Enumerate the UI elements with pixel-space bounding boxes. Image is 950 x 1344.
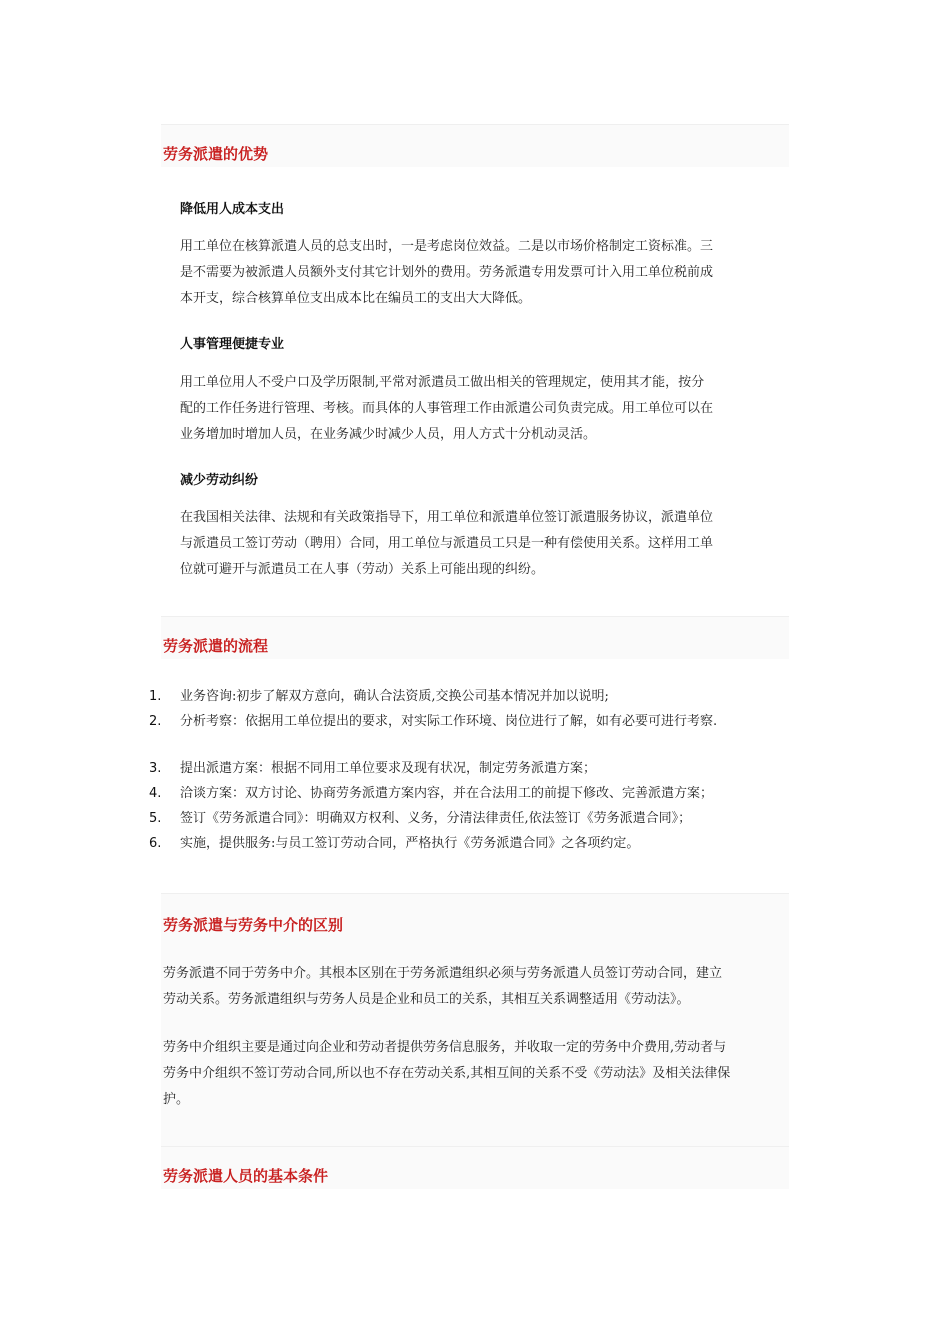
subsection-heading-disputes: 减少劳动纠纷 (180, 473, 259, 488)
section-title: 劳务派遣的优势 (163, 145, 269, 163)
text-line: 劳务中介组织不签订劳动合同,所以也不存在劳动关系,其相互间的关系不受《劳动法》及相关法律保 (163, 1066, 731, 1081)
subsection-heading-hr: 人事管理便捷专业 (180, 337, 285, 352)
text-line: 用工单位用人不受户口及学历限制,平常对派遣员工做出相关的管理规定，使用其才能，按分 (180, 375, 705, 390)
step-number: 5. (149, 811, 162, 826)
section-header-process (161, 616, 789, 659)
paragraph-disputes (180, 505, 772, 583)
text-line: 配的工作任务进行管理、考核。而具体的人事管理工作由派遣公司负责完成。用工单位可以在 (180, 401, 714, 416)
text-line: 用工单位在核算派遣人员的总支出时，一是考虑岗位效益。二是以市场价格制定工资标准。三 (180, 239, 714, 254)
step-number: 6. (149, 836, 162, 851)
list-item (149, 781, 789, 806)
list-item (149, 709, 789, 734)
step-text: 洽谈方案：双方讨论、协商劳务派遣方案内容，并在合法用工的前提下修改、完善派遣方案； (180, 786, 714, 801)
paragraph-cost (180, 234, 772, 312)
step-text: 实施，提供服务:与员工签订劳动合同，严格执行《劳务派遣合同》之各项约定。 (180, 836, 640, 851)
step-number: 1. (149, 689, 162, 704)
section-header-requirements (161, 1146, 789, 1189)
list-item (149, 831, 789, 856)
text-line: 位就可避开与派遣员工在人事（劳动）关系上可能出现的纠纷。 (180, 562, 545, 577)
paragraph-hr (180, 370, 772, 448)
section-title: 劳务派遣的流程 (163, 637, 269, 655)
step-text: 业务咨询:初步了解双方意向，确认合法资质,交换公司基本情况并加以说明; (180, 689, 609, 704)
paragraph-difference-1 (163, 961, 791, 1013)
text-line: 本开支，综合核算单位支出成本比在编员工的支出大大降低。 (180, 291, 532, 306)
step-text: 分析考察：依据用工单位提出的要求，对实际工作环境、岗位进行了解，如有必要可进行考察. (180, 714, 718, 729)
list-item (149, 684, 789, 709)
subsection-heading-cost: 降低用人成本支出 (180, 202, 285, 217)
process-steps-list (149, 684, 789, 856)
step-text: 签订《劳务派遣合同》：明确双方权利、义务，分清法律责任,依法签订《劳务派遣合同》； (180, 811, 692, 826)
text-line: 劳务派遣不同于劳务中介。其根本区别在于劳务派遣组织必须与劳务派遣人员签订劳动合同，建立 (163, 966, 723, 981)
step-number: 2. (149, 714, 162, 729)
text-line: 劳务中介组织主要是通过向企业和劳动者提供劳务信息服务，并收取一定的劳务中介费用,劳动者与 (163, 1040, 727, 1055)
step-number: 4. (149, 786, 162, 801)
section-header-difference (161, 893, 789, 936)
section-title: 劳务派遣与劳务中介的区别 (163, 916, 344, 934)
list-item (149, 756, 789, 781)
paragraph-difference-2 (163, 1035, 791, 1113)
list-item (149, 806, 789, 831)
text-line: 劳动关系。劳务派遣组织与劳务人员是企业和员工的关系，其相互关系调整适用《劳动法》。 (163, 992, 690, 1007)
step-number: 3. (149, 761, 162, 776)
step-text: 提出派遣方案：根据不同用工单位要求及现有状况，制定劳务派遣方案； (180, 761, 597, 776)
text-line: 业务增加时增加人员，在业务减少时减少人员，用人方式十分机动灵活。 (180, 427, 597, 442)
text-line: 是不需要为被派遣人员额外支付其它计划外的费用。劳务派遣专用发票可计入用工单位税前成 (180, 265, 714, 280)
text-line: 护。 (163, 1092, 190, 1107)
section-header-advantages (161, 124, 789, 167)
section-title: 劳务派遣人员的基本条件 (163, 1167, 329, 1185)
text-line: 在我国相关法律、法规和有关政策指导下，用工单位和派遣单位签订派遣服务协议，派遣单位 (180, 510, 714, 525)
text-line: 与派遣员工签订劳动（聘用）合同，用工单位与派遣员工只是一种有偿使用关系。这样用工单 (180, 536, 714, 551)
